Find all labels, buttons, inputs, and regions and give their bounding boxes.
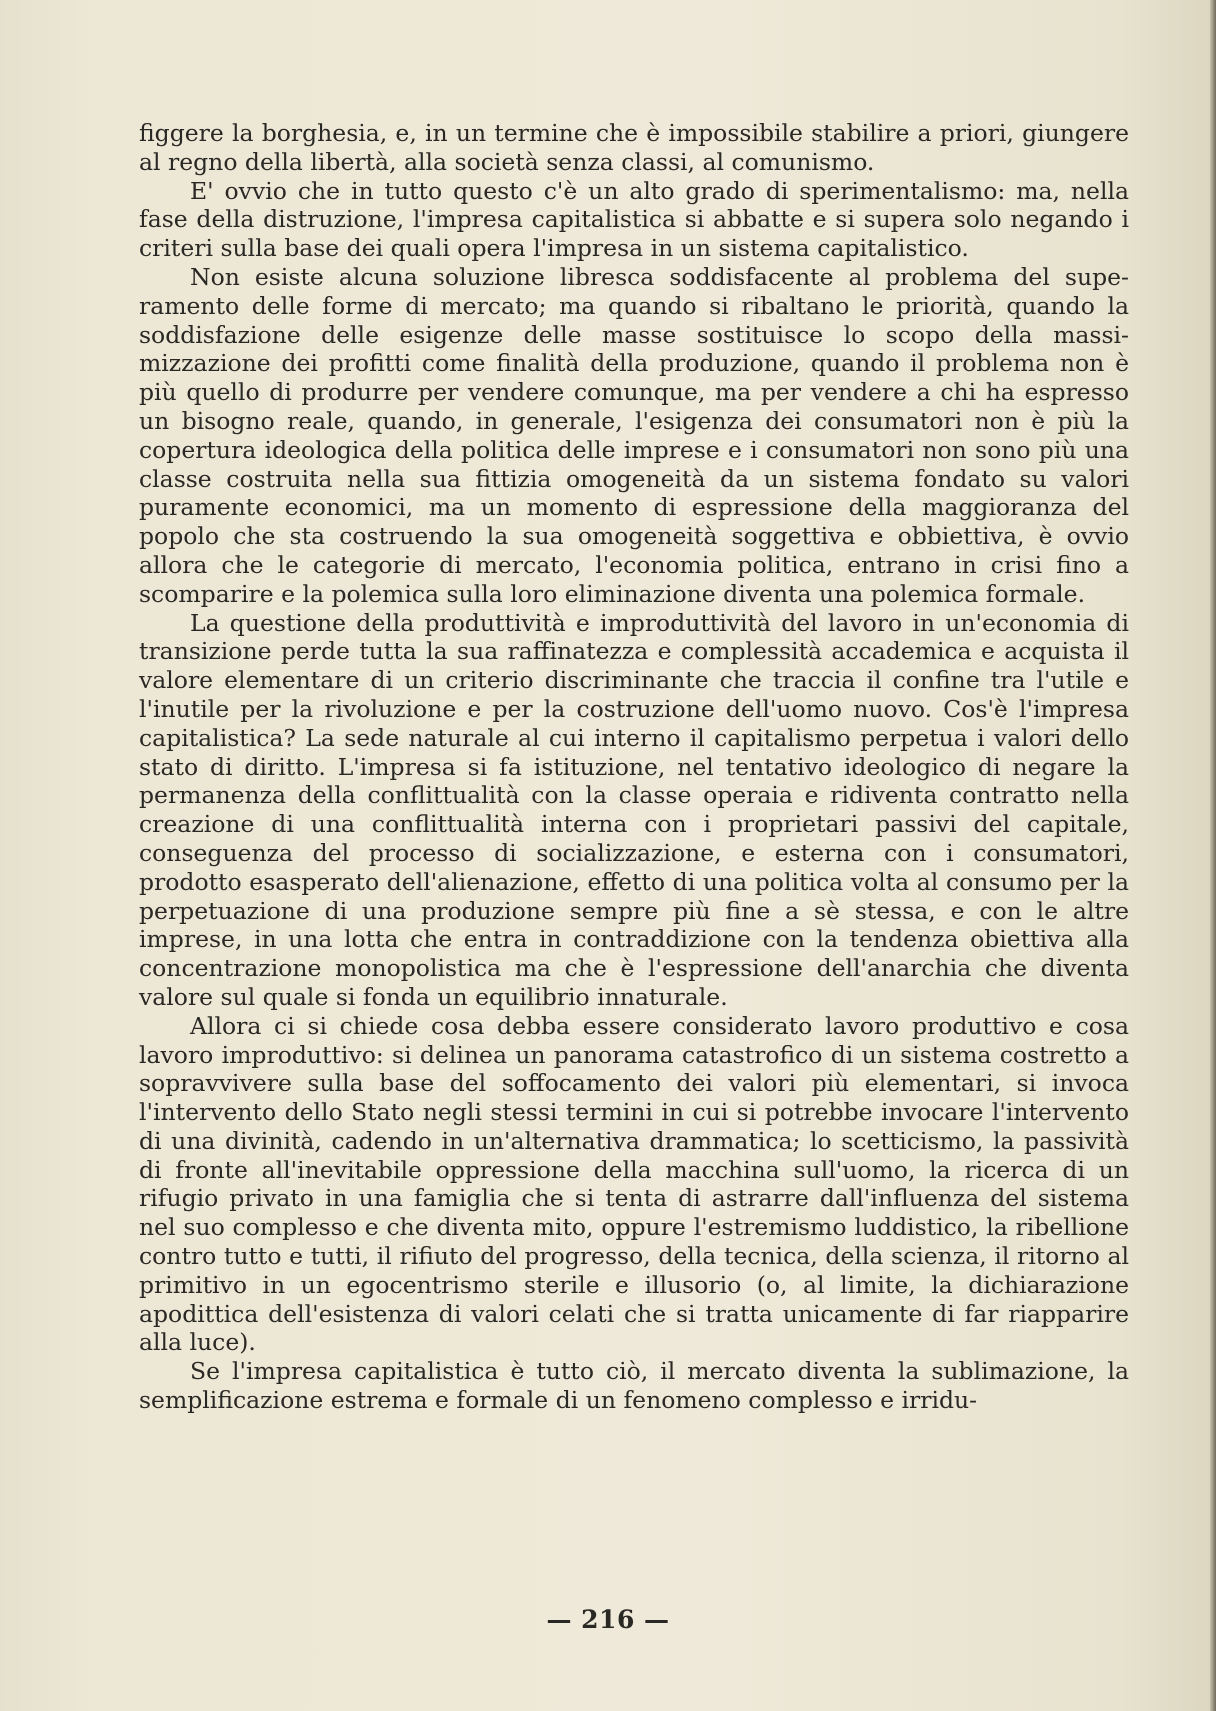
paragraph: Allora ci si chiede cosa debba essere considerato lavoro produttivo e cosa lavoro improduttivo: si delinea un panorama catastrofico di un sistema costretto a sopravvivere sulla base del soffocamento dei valori più elementari, si invoca l'intervento dello Stato negli stessi termini in cui si potrebbe invocare l'intervento di una divinità, cadendo in un'alternativa drammatica; lo scetticismo, la passività di fronte all'inevitabile oppressione della macchina sull'uomo, la ricerca di un rifugio privato in una famiglia che si tenta di astrarre dall'influenza del sistema nel suo complesso e che diventa mito, oppure l'estremismo luddistico, la ribellione contro tutto e tutti, il rifiuto del progresso, della tecnica, della scienza, il ritorno al primitivo in un egocentrismo sterile e illusorio (o, al limite, la dichiarazione apodittica dell'esistenza di valori celati che si tratta unicamente di far riapparire alla luce).: [139, 1011, 1129, 1357]
body-text: [139, 119, 1129, 1415]
page-edge: [1210, 0, 1216, 1711]
paragraph: E' ovvio che in tutto questo c'è un alto grado di sperimentalismo: ma, nella fase della distruzione, l'impresa capitalistica si abbatte e si supera solo negando i criteri sulla base dei quali opera l'impresa in un sistema capitalistico.: [139, 176, 1129, 263]
paragraph-continuation: figgere la borghesia, e, in un termine che è impossibile stabilire a priori, giungere al regno della libertà, alla società senza classi, al comunismo.: [139, 119, 1129, 176]
page-number: — 216 —: [546, 1605, 670, 1634]
paragraph: Non esiste alcuna soluzione libresca soddisfacente al problema del superamento delle forme di mercato; ma quando si ribaltano le priorità, quando la soddisfazione delle esigenze delle masse sostituisce lo scopo della massimizzazione dei profitti come finalità della produzione, quando il problema non è più quello di produrre per vendere comunque, ma per vendere a chi ha espresso un bisogno reale, quando, in generale, l'esigenza dei consumatori non è più la copertura ideologica della politica delle imprese e i consumatori non sono più una classe costruita nella sua fittizia omogeneità da un sistema fondato su valori puramente economici, ma un momento di espressione della maggioranza del popolo che sta costruendo la sua omogeneità soggettiva e obbiettiva, è ovvio allora che le categorie di mercato, l'economia politica, entrano in crisi fino a scomparire e la polemica sulla loro eliminazione diventa una polemica formale.: [139, 262, 1129, 608]
paragraph: La questione della produttività e improduttività del lavoro in un'economia di transizione perde tutta la sua raffinatezza e complessità accademica e acquista il valore elementare di un criterio discriminante che traccia il confine tra l'utile e l'inutile per la rivoluzione e per la costruzione dell'uomo nuovo. Cos'è l'impresa capitalistica? La sede naturale al cui interno il capitalismo perpetua i valori dello stato di diritto. L'impresa si fa istituzione, nel tentativo ideologico di negare la permanenza della conflittualità con la classe operaia e ridiventa contratto nella creazione di una conflittualità interna con i proprietari passivi del capitale, conseguenza del processo di socializzazione, e esterna con i consumatori, prodotto esasperato dell'alienazione, effetto di una politica volta al consumo per la perpetuazione di una produzione sempre più fine a sè stessa, e con le altre imprese, in una lotta che entra in contraddizione con la tendenza obiettiva alla concentrazione monopolistica ma che è l'espressione dell'anarchia che diventa valore sul quale si fonda un equilibrio innaturale.: [139, 608, 1129, 1011]
paragraph: Se l'impresa capitalistica è tutto ciò, il mercato diventa la sublimazione, la semplificazione estrema e formale di un fenomeno complesso e irridu-: [139, 1357, 1129, 1415]
